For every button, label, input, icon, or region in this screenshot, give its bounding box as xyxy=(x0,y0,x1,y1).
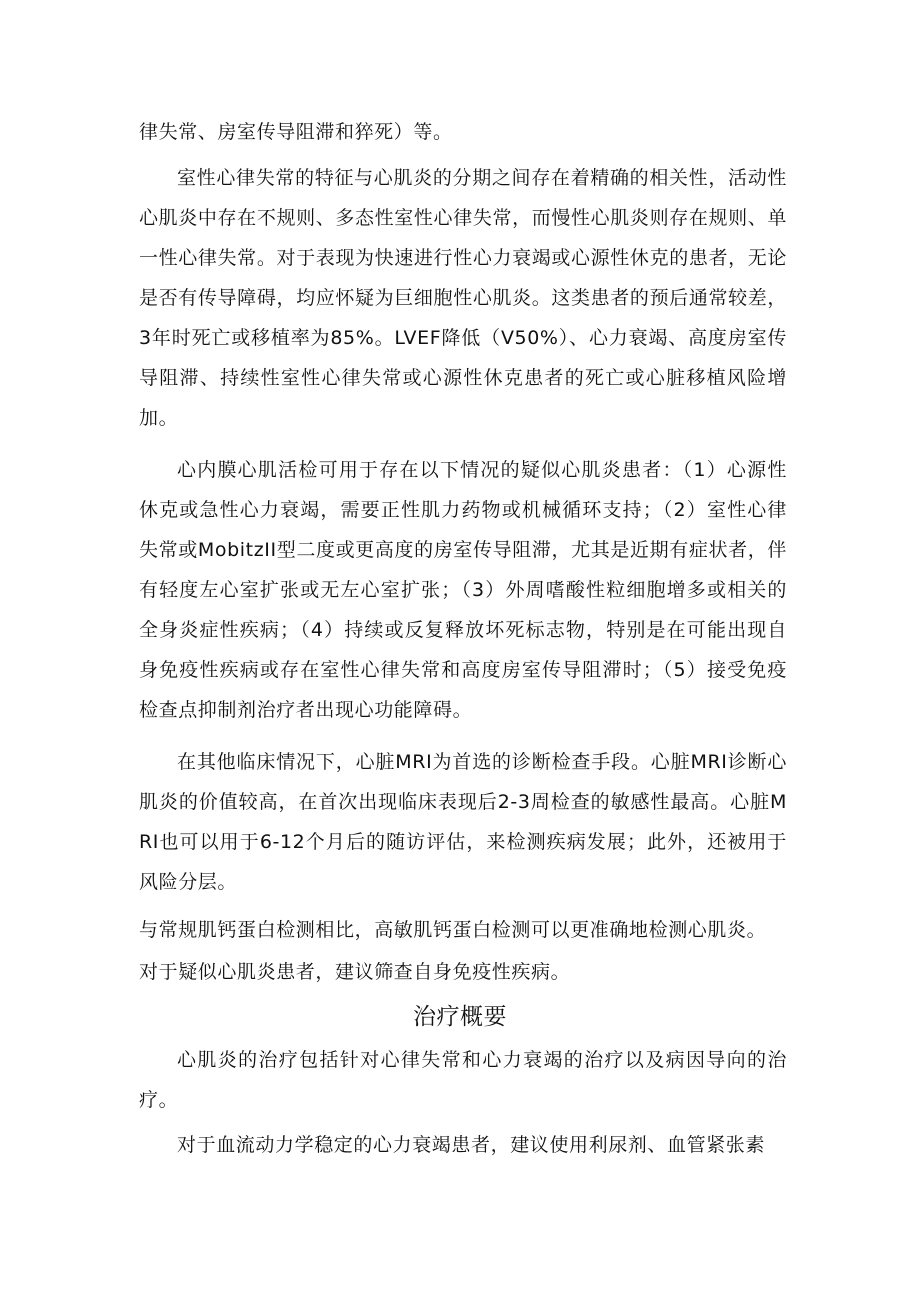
paragraph-cardiac-mri: 在其他临床情况下，心脏MRI为首选的诊断检查手段。心脏MRI诊断心肌炎的价值较高，在首次出现临床表现后2-3周检查的敏感性最高。心脏MRI也可以用于6-12个月后的随访评估，来检测疾病发展；此外，还被用于风险分层。 xyxy=(139,751,787,893)
paragraph-treatment-overview: 心肌炎的治疗包括针对心律失常和心力衰竭的治疗以及病因导向的治疗。 xyxy=(139,1049,787,1111)
paragraph-arrhythmia-tail: 律失常、房室传导阻滞和猝死）等。 xyxy=(139,121,453,143)
paragraph-autoimmune-screening: 对于疑似心肌炎患者，建议筛查自身免疫性疾病。 xyxy=(139,961,571,983)
paragraph-heart-failure-therapy: 对于血流动力学稳定的心力衰竭患者，建议使用利尿剂、血管紧张素 xyxy=(177,1134,766,1156)
paragraph-troponin: 与常规肌钙蛋白检测相比，高敏肌钙蛋白检测可以更准确地检测心肌炎。 xyxy=(139,919,767,941)
paragraph-ventricular-arrhythmia: 室性心律失常的特征与心肌炎的分期之间存在着精确的相关性，活动性心肌炎中存在不规则、多态性室性心律失常，而慢性心肌炎则存在规则、单一性心律失常。对于表现为快速进行性心力衰竭或心源性休克的患者，无论是否有传导障碍，均应怀疑为巨细胞性心肌炎。这类患者的预后通常较差，3年时死亡或移植率为85%。LVEF降低（V50%）、心力衰竭、高度房室传导阻滞、持续性室性心律失常或心源性休克患者的死亡或心脏移植风险增加。 xyxy=(139,167,787,429)
section-heading-treatment: 治疗概要 xyxy=(413,1004,507,1030)
paragraph-endomyocardial-biopsy: 心内膜心肌活检可用于存在以下情况的疑似心肌炎患者：（1）心源性休克或急性心力衰竭，需要正性肌力药物或机械循环支持；（2）室性心律失常或MobitzII型二度或更高度的房室传导阻滞，尤其是近期有症状者，伴有轻度左心室扩张或无左心室扩张；（3）外周嗜酸性粒细胞增多或相关的全身炎症性疾病；（4）持续或反复释放坏死标志物，特别是在可能出现自身免疫性疾病或存在室性心律失常和高度房室传导阻滞时；（5）接受免疫检查点抑制剂治疗者出现心功能障碍。 xyxy=(139,459,787,721)
